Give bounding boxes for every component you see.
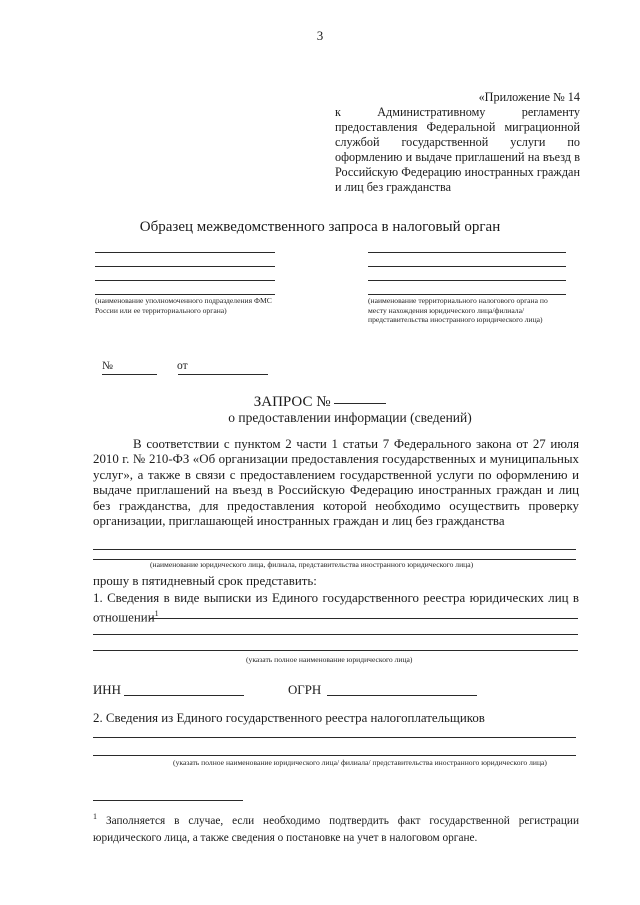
number-date-row <box>102 360 113 372</box>
item-1-line <box>93 650 578 651</box>
item-2-line <box>93 737 576 738</box>
sender-line <box>95 294 275 295</box>
item-1-caption: (указать полное наименование юридического лица) <box>246 655 413 664</box>
recipient-line <box>368 266 566 267</box>
item-2-caption: (указать полное наименование юридического лица/ филиала/ представительства иностранного юридического лица) <box>173 758 547 767</box>
item-2-line <box>93 755 576 756</box>
footnote-separator <box>93 800 243 801</box>
page-number: 3 <box>316 28 324 43</box>
item-1-text: 1. Сведения в виде выписки из Единого государственного реестра юридических лиц в отношении <box>93 591 579 625</box>
ogrn-label: ОГРН <box>288 683 322 697</box>
org-line <box>93 549 576 550</box>
number-label: № <box>102 360 113 372</box>
item-1-line <box>150 618 578 619</box>
document-title: Образец межведомственного запроса в налоговый орган <box>139 219 501 235</box>
item-1 <box>93 591 579 625</box>
sender-line <box>95 252 275 253</box>
sender-line <box>95 280 275 281</box>
number-line <box>102 374 157 375</box>
footnote <box>93 808 579 847</box>
paragraph-text: В соответствии с пунктом 2 части 1 статьи 7 Федерального закона от 27 июля 2010 г. № 210-ФЗ «Об организации предоставления государственных и муниципальных услуг», а также в связи с предоставлением государственной услуги по оформлению и выдаче приглашений на въезд в Российскую Федерацию иностранных граждан и лиц без гражданства, для предоставления которой необходимо осуществить проверку организации, приглашающей иностранных граждан и лиц без гражданства <box>93 437 579 529</box>
inn-label: ИНН <box>93 683 121 697</box>
recipient-caption: (наименование территориального налогового органа по месту нахождения юридического лица/филиала/ представительства иностранного юридического лица) <box>368 296 548 324</box>
appendix-title: «Приложение № 14 <box>478 90 580 104</box>
ogrn-line <box>327 695 477 696</box>
recipient-line <box>368 280 566 281</box>
sender-caption: (наименование уполномоченного подразделения ФМС России или ее территориального органа) <box>95 296 272 315</box>
org-caption: (наименование юридического лица, филиала, представительства иностранного юридического лица) <box>150 560 474 569</box>
footnote-mark: 1 <box>93 812 97 821</box>
request-subtitle: о предоставлении информации (сведений) <box>228 410 472 425</box>
appendix-body: к Административному регламенту предоставления Федеральной миграционной службой государственной услуги по оформлению и выдаче приглашений на въезд в Российскую Федерацию иностранных граждан и лиц без гражданства <box>335 105 580 194</box>
item-1-footnote-mark: 1 <box>154 609 159 618</box>
recipient-line <box>368 252 566 253</box>
footnote-text: Заполняется в случае, если необходимо подтвердить факт государственной регистрации юридического лица, а также сведения о постановке на учет в налоговом органе. <box>93 814 579 844</box>
item-1-line <box>93 634 578 635</box>
recipient-line <box>368 294 566 295</box>
request-paragraph <box>93 437 579 529</box>
item-2: 2. Сведения из Единого государственного реестра налогоплательщиков <box>93 711 485 725</box>
ask-text: прошу в пятидневный срок представить: <box>93 574 317 588</box>
request-title: ЗАПРОС № <box>0 394 640 411</box>
sender-line <box>95 266 275 267</box>
date-line <box>178 374 268 375</box>
date-label: от <box>177 360 188 372</box>
request-number-line <box>334 403 386 404</box>
inn-line <box>124 695 244 696</box>
appendix-header <box>335 90 580 195</box>
